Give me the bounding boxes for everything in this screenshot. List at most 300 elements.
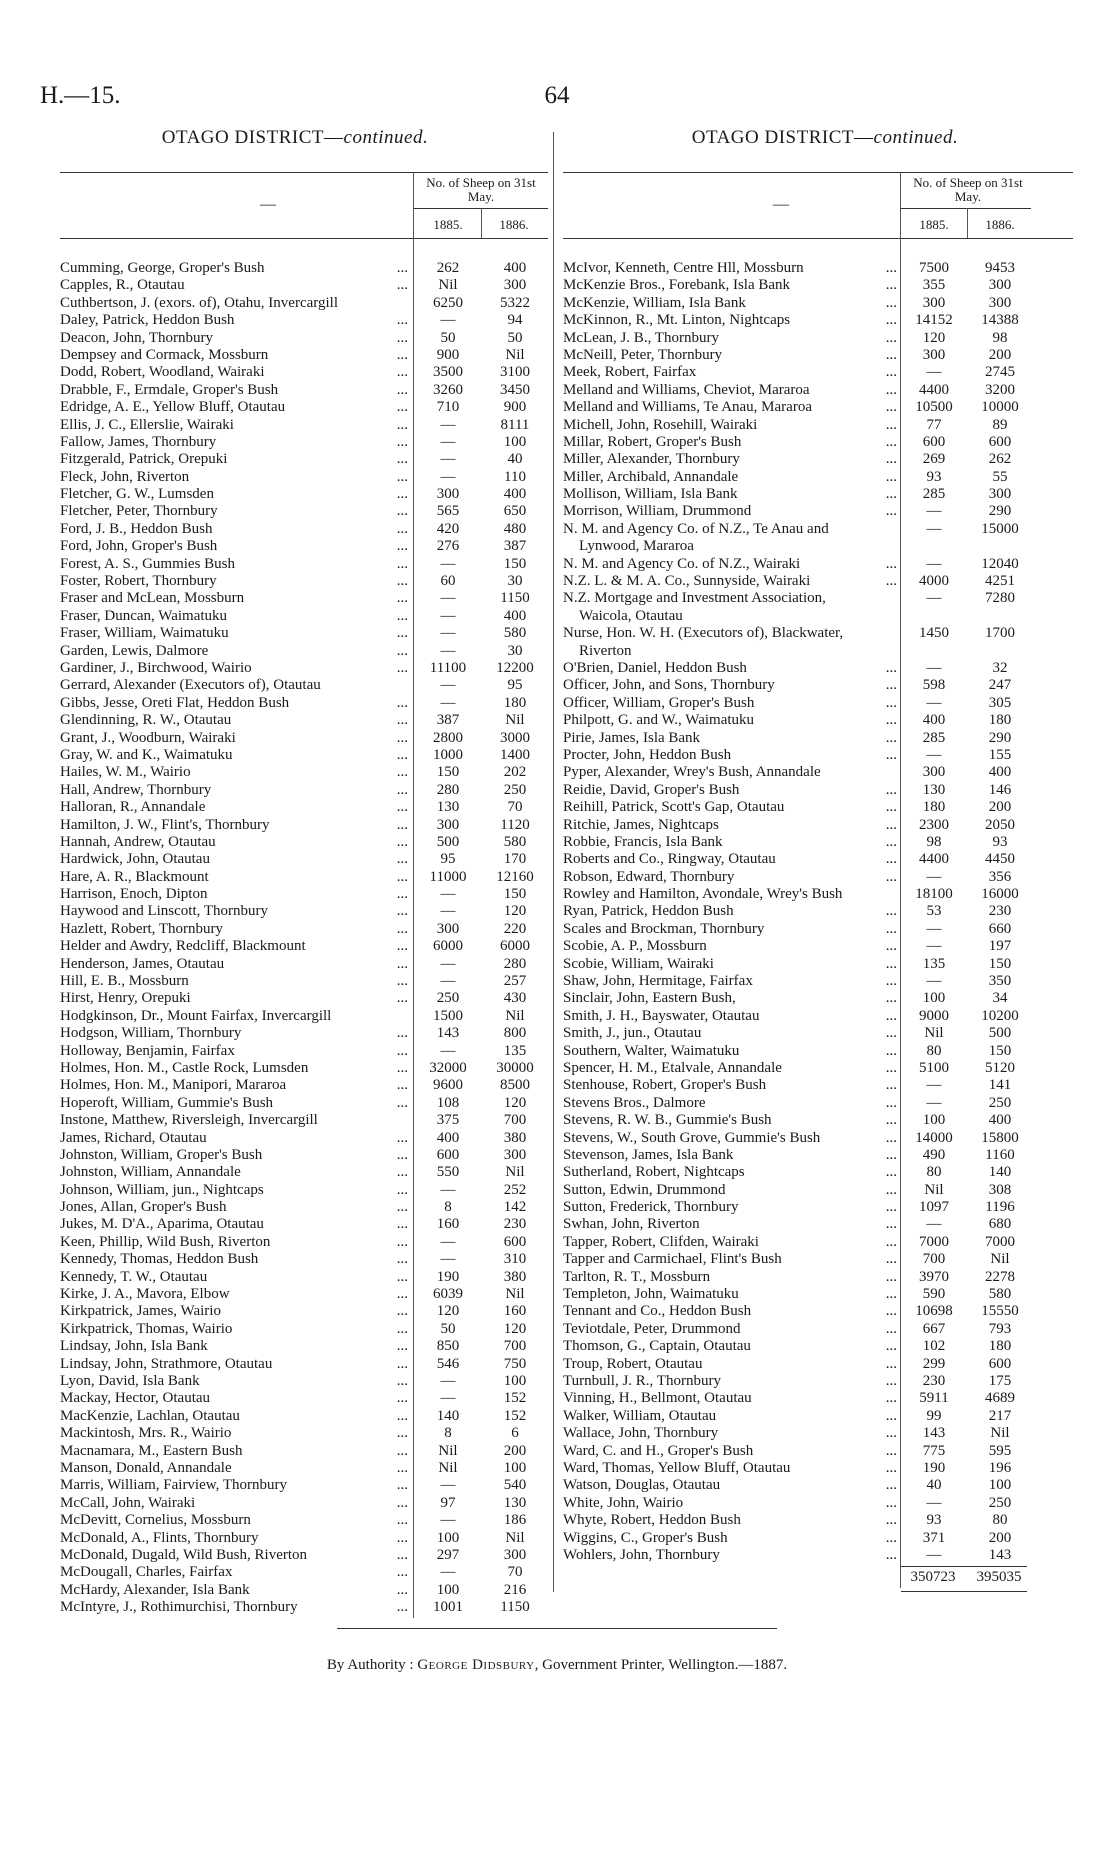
left-table-row [60, 399, 548, 416]
holder-name: Gray, W. and K., Waimatuku [60, 746, 233, 763]
leader-dots: ... [885, 329, 897, 346]
right-table-row [563, 590, 1073, 607]
holder-name: Nurse, Hon. W. H. (Executors of), Blackwater, [563, 625, 844, 642]
holder-name: Pirie, James, Isla Bank [563, 729, 701, 746]
right-table-row [563, 399, 1073, 416]
sheep-1886: 600 [988, 433, 1012, 450]
right-table-row [563, 364, 1073, 381]
sheep-1886: 580 [503, 625, 527, 642]
sheep-1885: — [440, 625, 456, 642]
leader-dots: ... [885, 1546, 897, 1563]
sheep-1885: 400 [436, 1129, 460, 1146]
holder-name: Kirkpatrick, James, Wairio [60, 1303, 221, 1320]
left-table-row [60, 1234, 548, 1251]
sheep-1886: 1120 [500, 816, 530, 833]
right-table-row [563, 643, 1073, 660]
sheep-1886: 2050 [985, 816, 1015, 833]
leader-dots: ... [396, 712, 408, 729]
right-table-row [563, 695, 1073, 712]
right-table-row [563, 1373, 1073, 1390]
sheep-1885: — [440, 555, 456, 572]
sheep-1885: 3260 [433, 381, 463, 398]
leader-dots: ... [885, 1512, 897, 1529]
left-table-row [60, 886, 548, 903]
sheep-1885: — [440, 451, 456, 468]
sheep-1885: — [440, 1390, 456, 1407]
sheep-1886: 34 [992, 990, 1008, 1007]
right-table-row [563, 451, 1073, 468]
leader-dots: ... [885, 1442, 897, 1459]
sheep-1885: 300 [436, 816, 460, 833]
sheep-1886: 3100 [500, 364, 530, 381]
holder-name: Helder and Awdry, Redcliff, Blackmount [60, 938, 306, 955]
sheep-1886: 660 [988, 920, 1012, 937]
sheep-1885: 6250 [433, 294, 463, 311]
sheep-1885: Nil [924, 1025, 944, 1042]
leader-dots: ... [885, 433, 897, 450]
left-table-row [60, 1582, 548, 1599]
leader-dots: ... [396, 1477, 408, 1494]
leader-dots: ... [885, 1059, 897, 1076]
leader-dots: ... [396, 955, 408, 972]
holder-name: Gibbs, Jesse, Oreti Flat, Heddon Bush [60, 694, 290, 711]
right-header-top-rule [563, 172, 1073, 173]
sheep-1885: 250 [436, 990, 460, 1007]
sheep-1885: — [926, 590, 942, 607]
right-table-row [563, 973, 1073, 990]
sheep-1885: 3500 [433, 364, 463, 381]
holder-name: Tennant and Co., Heddon Bush [563, 1303, 752, 1320]
sheep-1886: 70 [507, 1564, 523, 1581]
leader-dots: ... [885, 1338, 897, 1355]
sheep-1885: 300 [436, 486, 460, 503]
holder-name: Halloran, R., Annandale [60, 799, 206, 816]
holder-name: Robson, Edward, Thornbury [563, 868, 735, 885]
sheep-1885: 490 [922, 1146, 946, 1163]
sheep-1885: — [926, 659, 942, 676]
right-table-row [563, 1390, 1073, 1407]
sheep-1886: 10200 [981, 1007, 1019, 1024]
page-ref: H.—15. [40, 82, 121, 109]
sheep-1886: 220 [503, 920, 527, 937]
holder-name: McLean, J. B., Thornbury [563, 329, 719, 346]
left-title-text: OTAGO DISTRICT— [161, 127, 344, 148]
sheep-1886: 310 [503, 1251, 527, 1268]
right-table-row [563, 1547, 1073, 1564]
leader-dots: ... [885, 451, 897, 468]
right-table-row [563, 1077, 1073, 1094]
leader-dots: ... [885, 1303, 897, 1320]
sheep-1885: — [440, 1477, 456, 1494]
right-table-row [563, 295, 1073, 312]
sheep-1886: 160 [503, 1303, 527, 1320]
leader-dots: ... [396, 1303, 408, 1320]
leader-dots: ... [396, 903, 408, 920]
holder-name: Johnston, William, Groper's Bush [60, 1146, 263, 1163]
leader-dots: ... [885, 729, 897, 746]
left-table-row [60, 1269, 548, 1286]
leader-dots: ... [396, 1181, 408, 1198]
sheep-1885: 1001 [433, 1599, 463, 1616]
left-table-row [60, 695, 548, 712]
sheep-1886: 247 [988, 677, 1012, 694]
holder-name: Hannah, Andrew, Otautau [60, 833, 216, 850]
holder-name: Holmes, Hon. M., Manipori, Mararoa [60, 1077, 287, 1094]
holder-name: McDonald, Dugald, Wild Bush, Riverton [60, 1546, 308, 1563]
sheep-1885: — [926, 1546, 942, 1563]
holder-name: McHardy, Alexander, Isla Bank [60, 1581, 250, 1598]
left-table-row [60, 1008, 548, 1025]
left-table-row [60, 660, 548, 677]
sheep-1886: 200 [503, 1442, 527, 1459]
sheep-1886: 143 [988, 1546, 1012, 1563]
leader-dots: ... [885, 573, 897, 590]
holder-name: Southern, Walter, Waimatuku [563, 1042, 740, 1059]
leader-dots: ... [396, 781, 408, 798]
holder-name: N. M. and Agency Co. of N.Z., Wairaki [563, 555, 801, 572]
sheep-1885: 8 [444, 1425, 452, 1442]
holder-name: Melland and Williams, Te Anau, Mararoa [563, 399, 812, 416]
leader-dots: ... [885, 1355, 897, 1372]
leader-dots: ... [396, 1425, 408, 1442]
holder-name: Deacon, John, Thornbury [60, 329, 214, 346]
right-table-row [563, 1269, 1073, 1286]
sheep-1886: 202 [503, 764, 527, 781]
sheep-1886: 900 [503, 399, 527, 416]
holder-name: Cumming, George, Groper's Bush [60, 260, 265, 276]
sheep-1886: 180 [503, 694, 527, 711]
sheep-1885: 371 [922, 1529, 946, 1546]
sheep-1885: 10698 [915, 1303, 953, 1320]
left-table-row [60, 486, 548, 503]
holder-name: McNeill, Peter, Thornbury [563, 346, 723, 363]
leader-dots: ... [885, 555, 897, 572]
sheep-1886: 8500 [500, 1077, 530, 1094]
leader-dots: ... [396, 764, 408, 781]
right-table-row [563, 469, 1073, 486]
sheep-1885: 143 [922, 1425, 946, 1442]
leader-dots: ... [396, 1338, 408, 1355]
holder-name: Hodgkinson, Dr., Mount Fairfax, Invercargill [60, 1007, 332, 1024]
left-table-row [60, 1025, 548, 1042]
leader-dots: ... [396, 1407, 408, 1424]
sheep-1886: 5120 [985, 1059, 1015, 1076]
right-table-row [563, 938, 1073, 955]
right-table-row [563, 1495, 1073, 1512]
holder-name: Scobie, William, Wairaki [563, 955, 714, 972]
sheep-1886: 30000 [496, 1059, 534, 1076]
sheep-1885: 269 [922, 451, 946, 468]
holder-name: Hirst, Henry, Orepuki [60, 990, 191, 1007]
sheep-1885: — [926, 746, 942, 763]
left-table-row [60, 382, 548, 399]
leader-dots: ... [396, 886, 408, 903]
sheep-1885: 190 [922, 1459, 946, 1476]
sheep-1886: 350 [988, 973, 1012, 990]
right-table-row [563, 921, 1073, 938]
sheep-1886: 50 [507, 329, 523, 346]
left-table-row [60, 521, 548, 538]
sheep-1885: — [926, 555, 942, 572]
leader-dots: ... [885, 1459, 897, 1476]
sheep-1885: 18100 [915, 886, 953, 903]
holder-name: Smith, J., jun., Otautau [563, 1025, 702, 1042]
leader-dots: ... [885, 1286, 897, 1303]
left-header-vline-a [413, 172, 414, 238]
holder-name: Sutherland, Robert, Nightcaps [563, 1164, 745, 1181]
leader-dots: ... [396, 729, 408, 746]
sheep-1885: 6039 [433, 1286, 463, 1303]
leader-dots: ... [396, 1286, 408, 1303]
sheep-1886: 257 [503, 973, 527, 990]
right-table-row [563, 1147, 1073, 1164]
sheep-1885: 285 [922, 486, 946, 503]
holder-name: Grant, J., Woodburn, Wairaki [60, 729, 236, 746]
leader-dots: ... [396, 1077, 408, 1094]
footer-printer: George Didsbury [417, 1657, 535, 1673]
right-table-row [563, 503, 1073, 520]
sheep-1886: 170 [503, 851, 527, 868]
sheep-1886: 32 [992, 659, 1008, 676]
holder-name: Robbie, Francis, Isla Bank [563, 833, 723, 850]
sheep-1885: 140 [436, 1407, 460, 1424]
sheep-1885: 1000 [433, 746, 463, 763]
sheep-1885: — [926, 973, 942, 990]
holder-name: Hare, A. R., Blackmount [60, 868, 209, 885]
sheep-1886: 12200 [496, 659, 534, 676]
sheep-1885: Nil [438, 277, 458, 294]
leader-dots: ... [396, 277, 408, 294]
leader-dots: ... [396, 538, 408, 555]
sheep-1885: 100 [922, 990, 946, 1007]
left-table-row [60, 1286, 548, 1303]
sheep-1886: 120 [503, 903, 527, 920]
sheep-1885: — [440, 694, 456, 711]
leader-dots: ... [885, 1164, 897, 1181]
leader-dots: ... [885, 833, 897, 850]
sheep-1886: 150 [988, 955, 1012, 972]
sheep-1886: 230 [988, 903, 1012, 920]
sheep-1886: 300 [503, 1146, 527, 1163]
holder-name: Waicola, Otautau [579, 607, 683, 624]
leader-dots: ... [396, 503, 408, 520]
sheep-1886: 3000 [500, 729, 530, 746]
footer-suffix: , Government Printer, Wellington.—1887. [534, 1657, 788, 1673]
holder-name: Instone, Matthew, Riversleigh, Invercargill [60, 1112, 318, 1129]
sheep-1886: 196 [988, 1459, 1012, 1476]
sheep-1885: — [926, 503, 942, 520]
leader-dots: ... [885, 1233, 897, 1250]
holder-name: Holloway, Benjamin, Fairfax [60, 1042, 235, 1059]
leader-dots: ... [396, 659, 408, 676]
sheep-1886: 540 [503, 1477, 527, 1494]
leader-dots: ... [396, 555, 408, 572]
leader-dots: ... [396, 1025, 408, 1042]
sheep-1886: 400 [503, 260, 527, 276]
sheep-1886: 140 [988, 1164, 1012, 1181]
holder-name: Tapper, Robert, Clifden, Wairaki [563, 1233, 759, 1250]
holder-name: Mackay, Hector, Otautau [60, 1390, 211, 1407]
sheep-1886: 250 [988, 1094, 1012, 1111]
holder-name: Swhan, John, Riverton [563, 1216, 700, 1233]
sheep-1885: 120 [436, 1303, 460, 1320]
left-table-row [60, 608, 548, 625]
sheep-1886: 30 [507, 573, 523, 590]
sheep-1885: 500 [436, 833, 460, 850]
sheep-1885: 5911 [919, 1390, 949, 1407]
left-table-row [60, 1216, 548, 1233]
holder-name: Troup, Robert, Otautau [563, 1355, 703, 1372]
sheep-1885: — [440, 955, 456, 972]
sheep-1886: 380 [503, 1129, 527, 1146]
right-table-row [563, 869, 1073, 886]
sheep-1886: 150 [503, 555, 527, 572]
sheep-1885: 262 [436, 260, 460, 276]
right-table-row [563, 1303, 1073, 1320]
left-table-row [60, 817, 548, 834]
holder-name: Riverton [579, 642, 632, 659]
holder-name: Roberts and Co., Ringway, Otautau [563, 851, 776, 868]
right-table-row [563, 764, 1073, 781]
right-header-mid-rule [901, 208, 1031, 209]
leader-dots: ... [396, 1494, 408, 1511]
sheep-1886: 120 [503, 1094, 527, 1111]
leader-dots: ... [885, 1407, 897, 1424]
leader-dots: ... [396, 607, 408, 624]
right-title-cont: continued. [873, 127, 959, 148]
holder-name: Stenhouse, Robert, Groper's Bush [563, 1077, 767, 1094]
leader-dots: ... [885, 503, 897, 520]
leader-dots: ... [885, 1146, 897, 1163]
sheep-1885: — [440, 416, 456, 433]
left-table-row [60, 330, 548, 347]
leader-dots: ... [885, 694, 897, 711]
right-table-row [563, 1095, 1073, 1112]
holder-name: Johnston, William, Annandale [60, 1164, 241, 1181]
sheep-1885: 120 [922, 329, 946, 346]
sheep-1885: 297 [436, 1546, 460, 1563]
leader-dots: ... [396, 1129, 408, 1146]
left-table-row [60, 747, 548, 764]
sheep-1885: 285 [922, 729, 946, 746]
sheep-1885: 135 [922, 955, 946, 972]
leader-dots: ... [885, 1199, 897, 1216]
sheep-1885: 99 [926, 1407, 942, 1424]
sheep-1886: 1700 [985, 625, 1015, 642]
sheep-1886: 12160 [496, 868, 534, 885]
holder-name: Whyte, Robert, Heddon Bush [563, 1512, 741, 1529]
sheep-1886: 100 [988, 1477, 1012, 1494]
holder-name: Fletcher, G. W., Lumsden [60, 486, 214, 503]
sheep-1886: 4689 [985, 1390, 1015, 1407]
holder-name: Jukes, M. D'A., Aparima, Otautau [60, 1216, 264, 1233]
sheep-1886: 8111 [500, 416, 530, 433]
sheep-1886: Nil [990, 1425, 1010, 1442]
sheep-1886: 98 [992, 329, 1008, 346]
leader-dots: ... [396, 1216, 408, 1233]
left-table-row [60, 1060, 548, 1077]
leader-dots: ... [396, 1459, 408, 1476]
leader-dots: ... [885, 1077, 897, 1094]
left-table-row [60, 851, 548, 868]
right-table-row [563, 382, 1073, 399]
holder-name: Lynwood, Mararoa [579, 538, 694, 555]
sheep-1886: 217 [988, 1407, 1012, 1424]
right-table-row [563, 260, 1073, 277]
left-table-row [60, 1043, 548, 1060]
leader-dots: ... [396, 399, 408, 416]
right-table-row [563, 486, 1073, 503]
leader-dots: ... [396, 851, 408, 868]
left-table-row [60, 938, 548, 955]
leader-dots: ... [885, 920, 897, 937]
sheep-1885: — [440, 973, 456, 990]
leader-dots: ... [885, 1025, 897, 1042]
sheep-1885: 546 [436, 1355, 460, 1372]
holder-name: McDonald, A., Flints, Thornbury [60, 1529, 259, 1546]
holder-name: Tapper and Carmichael, Flint's Bush [563, 1251, 782, 1268]
sheep-1886: 150 [503, 886, 527, 903]
holder-name: Wohlers, John, Thornbury [563, 1546, 720, 1563]
holder-name: O'Brien, Daniel, Heddon Bush [563, 659, 747, 676]
holder-name: Miller, Alexander, Thornbury [563, 451, 740, 468]
right-table-row [563, 330, 1073, 347]
sheep-1885: 130 [436, 799, 460, 816]
leader-dots: ... [885, 1477, 897, 1494]
sheep-1885: 230 [922, 1373, 946, 1389]
sheep-1886: 80 [992, 1512, 1008, 1529]
sheep-1886: Nil [990, 1251, 1010, 1268]
right-table-row [563, 277, 1073, 294]
holder-name: Spencer, H. M., Etalvale, Annandale [563, 1059, 782, 1076]
left-table-row [60, 1095, 548, 1112]
right-table-row [563, 1408, 1073, 1425]
holder-name: McDevitt, Cornelius, Mossburn [60, 1512, 251, 1529]
leader-dots: ... [885, 1112, 897, 1129]
leader-dots: ... [396, 799, 408, 816]
sheep-1886: 100 [503, 1459, 527, 1476]
holder-name: Kennedy, T. W., Otautau [60, 1268, 208, 1285]
leader-dots: ... [885, 903, 897, 920]
left-table-row [60, 538, 548, 555]
sheep-1885: 9000 [919, 1007, 949, 1024]
holder-name: Templeton, John, Waimatuku [563, 1286, 739, 1303]
leader-dots: ... [885, 1181, 897, 1198]
sheep-1885: — [440, 1181, 456, 1198]
right-table-row [563, 1008, 1073, 1025]
leader-dots: ... [885, 1007, 897, 1024]
holder-name: McKenzie, William, Isla Bank [563, 294, 746, 311]
right-table-row [563, 573, 1073, 590]
holder-name: Meek, Robert, Fairfax [563, 364, 697, 381]
sheep-1886: 14388 [981, 312, 1019, 329]
leader-dots: ... [885, 677, 897, 694]
sheep-1886: 89 [992, 416, 1008, 433]
left-table-row [60, 347, 548, 364]
sheep-1885: — [440, 468, 456, 485]
sheep-1885: — [440, 886, 456, 903]
left-column-title [60, 127, 530, 149]
left-table-row [60, 1599, 548, 1616]
sheep-1885: — [440, 1233, 456, 1250]
sheep-1885: 150 [436, 764, 460, 781]
leader-dots: ... [396, 1146, 408, 1163]
leader-dots: ... [396, 1390, 408, 1407]
left-table-row [60, 1373, 548, 1390]
holder-name: Walker, William, Otautau [563, 1407, 717, 1424]
leader-dots: ... [885, 1268, 897, 1285]
left-header-group: No. of Sheep on 31st May. [426, 175, 536, 204]
